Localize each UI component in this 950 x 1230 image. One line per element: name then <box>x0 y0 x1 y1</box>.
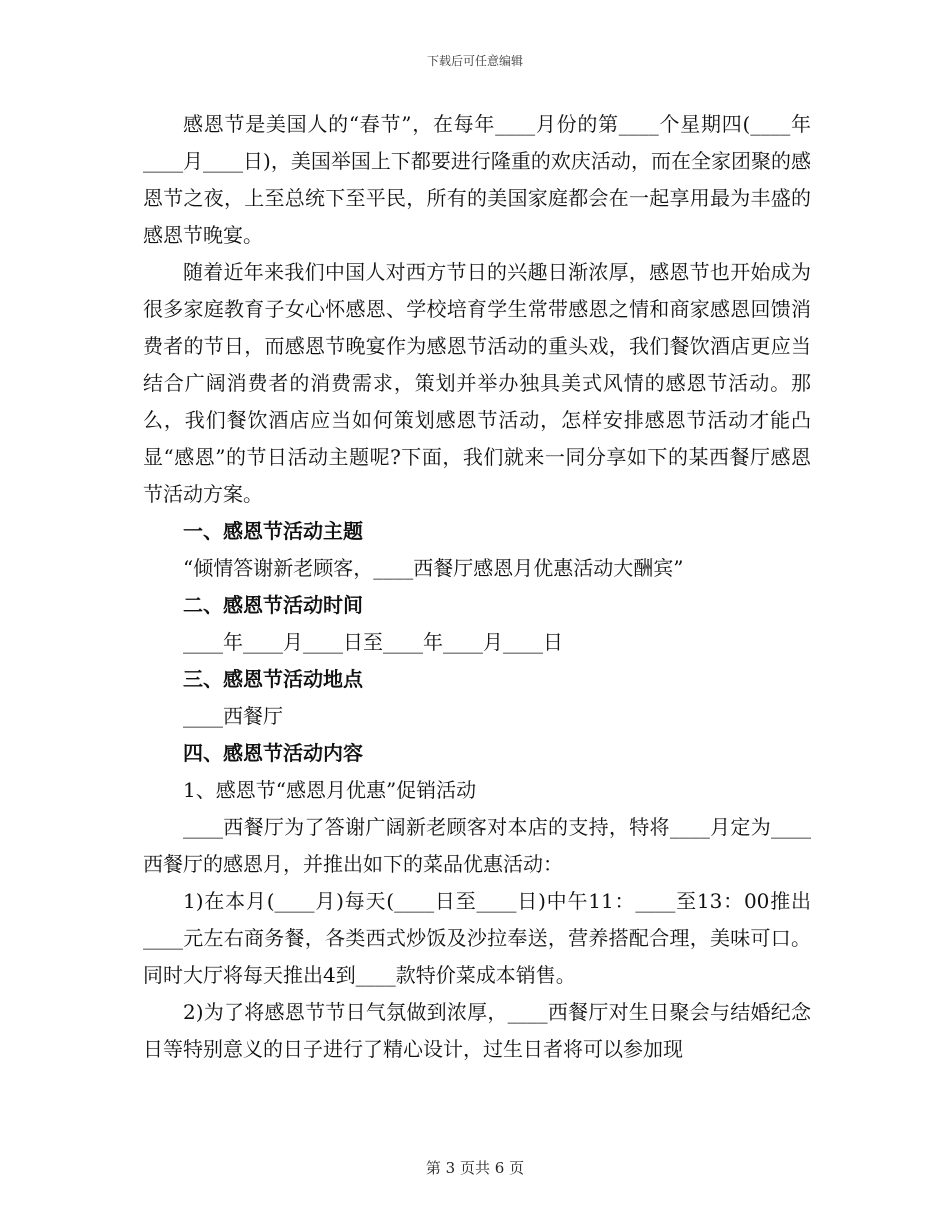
section-heading-content: 四、感恩节活动内容 <box>183 741 363 765</box>
page-header: 下载后可任意编辑 <box>426 54 523 68</box>
section-heading-time: 二、感恩节活动时间 <box>183 593 363 617</box>
background-paragraph: 随着近年来我们中国人对西方节日的兴趣日渐浓厚，感恩节也开始成为很多家庭教育子女心怀感恩、学校培育学生常带感恩之情和商家感恩回馈消费者的节日，而感恩节晚宴作为感恩节活动的重头戏，我们餐饮酒店更应当结合广阔消费者的消费需求，策划并举办独具美式风情的感恩节活动。那么，我们餐饮酒店应当如何策划感恩节活动，怎样安排感恩节活动才能凸显“感恩”的节日活动主题呢?下面，我们就来一同分享如下的某西餐厅感恩节活动方案。 <box>143 260 811 506</box>
document-body <box>143 106 811 1068</box>
section-heading-location: 三、感恩节活动地点 <box>183 667 363 691</box>
intro-paragraph: 感恩节是美国人的“春节”，在每年____月份的第____个星期四(____年____月____日)，美国举国上下都要进行隆重的欢庆活动，而在全家团聚的感恩节之夜，上至总统下至平民，所有的美国家庭都会在一起享用最为丰盛的感恩节晚宴。 <box>143 112 811 247</box>
theme-line: “倾情答谢新老顾客，____西餐厅感恩月优惠活动大酬宾” <box>183 556 684 580</box>
content-paragraph-3: 2)为了将感恩节节日气氛做到浓厚，____西餐厅对生日聚会与结婚纪念日等特别意义的日子进行了精心设计，过生日者将可以参加现 <box>143 1000 811 1061</box>
section-heading-theme: 一、感恩节活动主题 <box>183 519 363 543</box>
content-paragraph-1: ____西餐厅为了答谢广阔新老顾客对本店的支持，特将____月定为____西餐厅的感恩月，并推出如下的菜品优惠活动： <box>143 815 811 876</box>
page-footer: 第 3 页共 6 页 <box>425 1159 525 1177</box>
content-paragraph-2: 1)在本月(____月)每天(____日至____日)中午11：____至13：00推出____元左右商务餐，各类西式炒饭及沙拉奉送，营养搭配合理，美味可口。同时大厅将每天推出4到____款特价菜成本销售。 <box>143 889 811 987</box>
time-line: ____年____月____日至____年____月____日 <box>183 630 563 654</box>
subsection-title: 1、感恩节“感恩月优惠”促销活动 <box>183 778 477 802</box>
location-line: ____西餐厅 <box>183 704 283 728</box>
